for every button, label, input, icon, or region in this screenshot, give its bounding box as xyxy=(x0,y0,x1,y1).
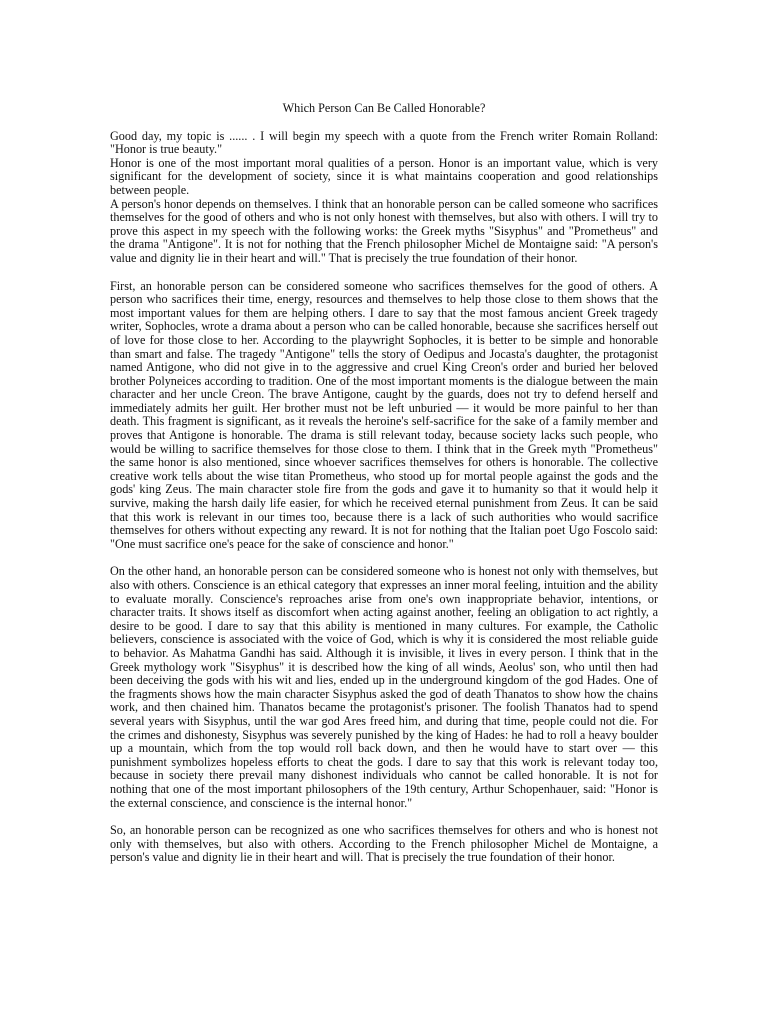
intro-definition: Honor is one of the most important moral qualities of a person. Honor is an important value, which is very significant for the development of society, since it is what maintains cooperation and good relationships between people. xyxy=(110,155,658,197)
document-body xyxy=(110,102,658,865)
conclusion-paragraph: So, an honorable person can be recognized as one who sacrifices themselves for others and who is honest not only with themselves, but also with others. According to the French philosopher Michel de Montaigne, a person's value and dignity lie in their heart and will. That is precisely the true foundation of their honor. xyxy=(110,823,658,865)
body-paragraph-1: First, an honorable person can be considered someone who sacrifices themselves for the good of others. A person who sacrifices their time, energy, resources and themselves to help those close to them shows that the most important values for them are helping others. I dare to say that the most famous ancient Greek tragedy writer, Sophocles, wrote a drama about a person who can be called honorable, because she sacrifices herself out of love for those close to her. According to the playwright Sophocles, it is better to be simple and honorable than smart and false. The tragedy "Antigone" tells the story of Oedipus and Jocasta's daughter, the protagonist named Antigone, who did not give in to the aggressive and cruel King Creon's order and buried her beloved brother Polyneices according to tradition. One of the most important moments is the dialogue between the main character and her uncle Creon. The brave Antigone, caught by the guards, does not try to defend herself and immediately admits her guilt. Her brother must not be left unburied — it would be more painful to her than death. This fragment is significant, as it reveals the heroine's self-sacrifice for the sake of a family member and proves that Antigone is honorable. The drama is still relevant today, because society lacks such people, who would be willing to sacrifice themselves for those close to them. I think that in the Greek myth "Prometheus" the same honor is also mentioned, since whoever sacrifices themselves for others is honorable. The collective creative work tells about the wise titan Prometheus, who stood up for mortal people against the gods and the gods' king Zeus. The main character stole fire from the gods and gave it to humanity so that it would help it survive, making the harsh daily life easier, for which he received eternal punishment from Zeus. It can be said that this work is relevant in our times too, because there is a lack of such authorities who would sacrifice themselves for others without expecting any reward. It is not for nothing that the Italian poet Ugo Foscolo said: "One must sacrifice one's peace for the sake of conscience and honor." xyxy=(110,278,658,551)
body-paragraph-2: On the other hand, an honorable person can be considered someone who is honest not only with themselves, but also with others. Conscience is an ethical category that expresses an inner moral feeling, intuition and the ability to evaluate morally. Conscience's reproaches arise from one's own inappropriate behavior, intentions, or character traits. It shows itself as discomfort when acting against another, feeling an obligation to act rightly, a desire to be good. I dare to say that this ability is mentioned in many cultures. For example, the Catholic believers, conscience is associated with the voice of God, which is why it is considered the most reliable guide to behavior. As Mahatma Gandhi has said. Although it is invisible, it lives in every person. I think that in the Greek mythology work "Sisyphus" it is described how the king of all winds, Aeolus' son, who until then had been deceiving the gods with his wit and lies, ended up in the underground kingdom of the god Hades. One of the fragments shows how the main character Sisyphus asked the god of death Thanatos to show how the chains work, and then chained him. Thanatos became the protagonist's prisoner. The foolish Thanatos had to spend several years with Sisyphus, until the war god Ares freed him, and during that time, people could not die. For the crimes and dishonesty, Sisyphus was severely punished by the king of Hades: he had to roll a heavy boulder up a mountain, which from the top would roll back down, and then he would have to start over — this punishment symbolizes hopeless efforts to cheat the gods. I dare to say that this work is relevant today too, because in society there prevail many dishonest individuals who cannot be called honorable. It is not for nothing that one of the most important philosophers of the 19th century, Arthur Schopenhauer, said: "Honor is the external conscience, and conscience is the internal honor." xyxy=(110,564,658,810)
document-title: Which Person Can Be Called Honorable? xyxy=(282,101,486,115)
paragraph-spacer xyxy=(110,266,658,280)
intro-line: Good day, my topic is ...... . I will begin my speech with a quote from the French writer Romain Rolland: "Honor is true beauty." xyxy=(110,128,658,157)
paragraph-spacer xyxy=(110,810,658,824)
intro-thesis: A person's honor depends on themselves. I think that an honorable person can be called someone who sacrifices themselves for the good of others and who is not only honest with themselves, but also with others. I will try to prove this aspect in my speech with the following works: the Greek myths "Sisyphus" and "Prometheus" and the drama "Antigone". It is not for nothing that the French philosopher Michel de Montaigne said: "A person's value and dignity lie in their heart and will." That is precisely the true foundation of their honor. xyxy=(110,196,658,265)
paragraph-spacer xyxy=(110,551,658,565)
